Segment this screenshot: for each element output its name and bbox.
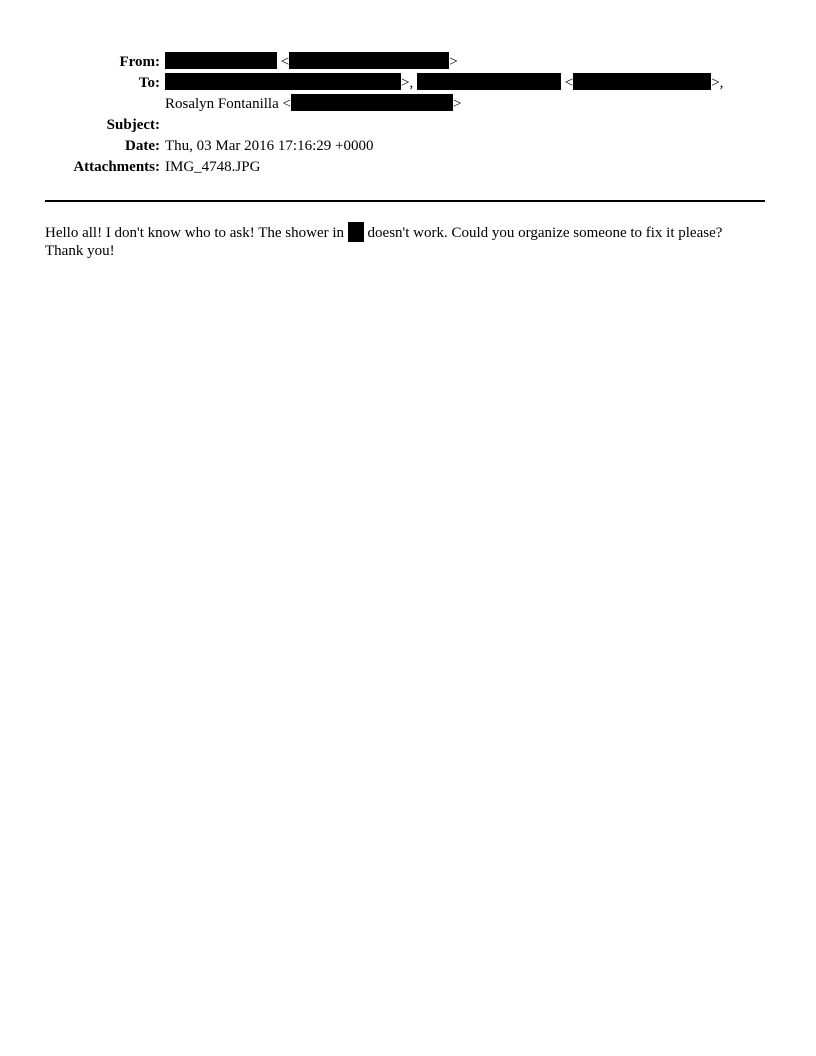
redacted-recipient-1 bbox=[165, 73, 401, 90]
angle-close: > bbox=[452, 96, 462, 112]
redacted-recipient-3-email bbox=[291, 94, 453, 111]
to-value bbox=[165, 73, 765, 115]
angle-close-comma: >, bbox=[401, 75, 414, 91]
email-body bbox=[45, 222, 785, 260]
attachments-value: IMG_4748.JPG bbox=[165, 159, 261, 175]
body-line-1 bbox=[45, 222, 785, 242]
header-divider bbox=[45, 200, 765, 202]
redacted-recipient-2-name bbox=[417, 73, 561, 90]
from-value bbox=[165, 52, 765, 73]
email-header bbox=[0, 52, 816, 178]
angle-open: < bbox=[280, 54, 290, 70]
angle-close: > bbox=[449, 54, 458, 70]
redacted-location bbox=[348, 222, 364, 242]
to-line-2 bbox=[165, 94, 765, 115]
redacted-sender-name bbox=[165, 52, 277, 69]
body-line-2: Thank you! bbox=[45, 243, 115, 259]
attachments-row bbox=[0, 157, 816, 178]
body-text-end: doesn't work. Could you organize someone to fix it please? bbox=[363, 225, 723, 241]
date-label: Date: bbox=[125, 138, 160, 154]
date-row bbox=[0, 136, 816, 157]
from-label: From: bbox=[119, 54, 160, 70]
body-text-start: Hello all! I don't know who to ask! The shower in bbox=[45, 225, 348, 241]
to-row bbox=[0, 73, 816, 115]
subject-row bbox=[0, 115, 816, 136]
angle-open: < bbox=[282, 96, 291, 112]
angle-open: < bbox=[564, 75, 574, 91]
date-value: Thu, 03 Mar 2016 17:16:29 +0000 bbox=[165, 138, 374, 154]
to-label: To: bbox=[138, 75, 160, 91]
to-line-1 bbox=[165, 73, 765, 94]
attachments-label: Attachments: bbox=[73, 159, 160, 175]
redacted-sender-email bbox=[289, 52, 449, 69]
redacted-recipient-2-email bbox=[573, 73, 711, 90]
angle-close-comma: >, bbox=[711, 75, 724, 91]
subject-label: Subject: bbox=[106, 117, 160, 133]
from-row bbox=[0, 52, 816, 73]
recipient-name: Rosalyn Fontanilla bbox=[165, 96, 279, 112]
